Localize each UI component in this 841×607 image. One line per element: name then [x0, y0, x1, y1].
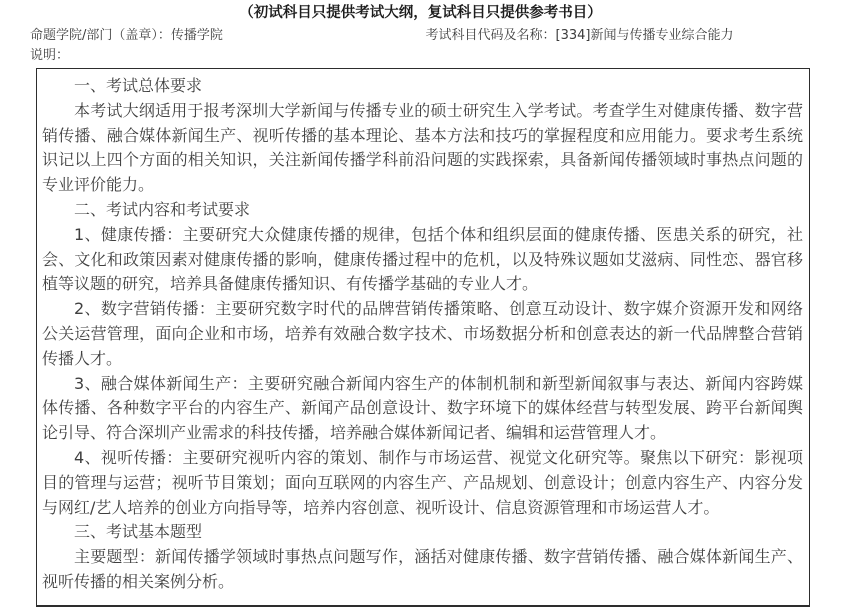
meta-row [0, 27, 841, 44]
paragraph-overall-requirements: 本考试大纲适用于报考深圳大学新闻与传播专业的硕士研究生入学考试。考查学生对健康传播、数字营销传播、融合媒体新闻生产、视听传播的基本理论、基本方法和技巧的掌握程度和应用能力。要求考生系统识记以上四个方面的相关知识，关注新闻传播学科前沿问题的实践探索，具备新闻传播领域时事热点问题的专业评价能力。 [42, 99, 803, 198]
section-heading-overall-requirements: 一、考试总体要求 [42, 74, 803, 99]
paragraph-audiovisual-communication: 4、视听传播：主要研究视听内容的策划、制作与市场运营、视觉文化研究等。聚焦以下研究：影视项目的管理与运营；视听节目策划；面向互联网的内容生产、产品规划、创意设计；创意内容生产、内容分发与网红/艺人培养的创业方向指导等，培养内容创意、视听设计、信息资源管理和市场运营人才。 [42, 446, 803, 520]
section-heading-question-types: 三、考试基本题型 [42, 520, 803, 545]
page-title: （初试科目只提供考试大纲，复试科目只提供参考书目） [0, 0, 841, 22]
paragraph-digital-marketing: 2、数字营销传播：主要研究数字时代的品牌营销传播策略、创意互动设计、数字媒介资源开发和网络公关运营管理，面向企业和市场，培养有效融合数字技术、市场数据分析和创意表达的新一代品牌整合营销传播人才。 [42, 297, 803, 371]
subject-code-label: 考试科目代码及名称：[334]新闻与传播专业综合能力 [421, 27, 841, 44]
section-heading-exam-content: 二、考试内容和考试要求 [42, 198, 803, 223]
paragraph-converged-media-news: 3、融合媒体新闻生产：主要研究融合新闻内容生产的体制机制和新型新闻叙事与表达、新闻内容跨媒体传播、各种数字平台的内容生产、新闻产品创意设计、数字环境下的媒体经营与转型发展、跨平台新闻舆论引导、符合深圳产业需求的科技传播，培养融合媒体新闻记者、编辑和运营管理人才。 [42, 372, 803, 446]
note-label: 说明： [0, 47, 841, 64]
paragraph-question-types: 主要题型：新闻传播学领域时事热点问题写作，涵括对健康传播、数字营销传播、融合媒体新闻生产、视听传播的相关案例分析。 [42, 545, 803, 595]
paragraph-health-communication: 1、健康传播：主要研究大众健康传播的规律，包括个体和组织层面的健康传播、医患关系的研究，社会、文化和政策因素对健康传播的影响，健康传播过程中的危机，以及特殊议题如艾滋病、同性恋、器官移植等议题的研究，培养具备健康传播知识、有传播学基础的专业人才。 [42, 223, 803, 297]
exam-outline-box [36, 68, 810, 607]
issuer-label: 命题学院/部门（盖章）：传播学院 [0, 27, 421, 44]
